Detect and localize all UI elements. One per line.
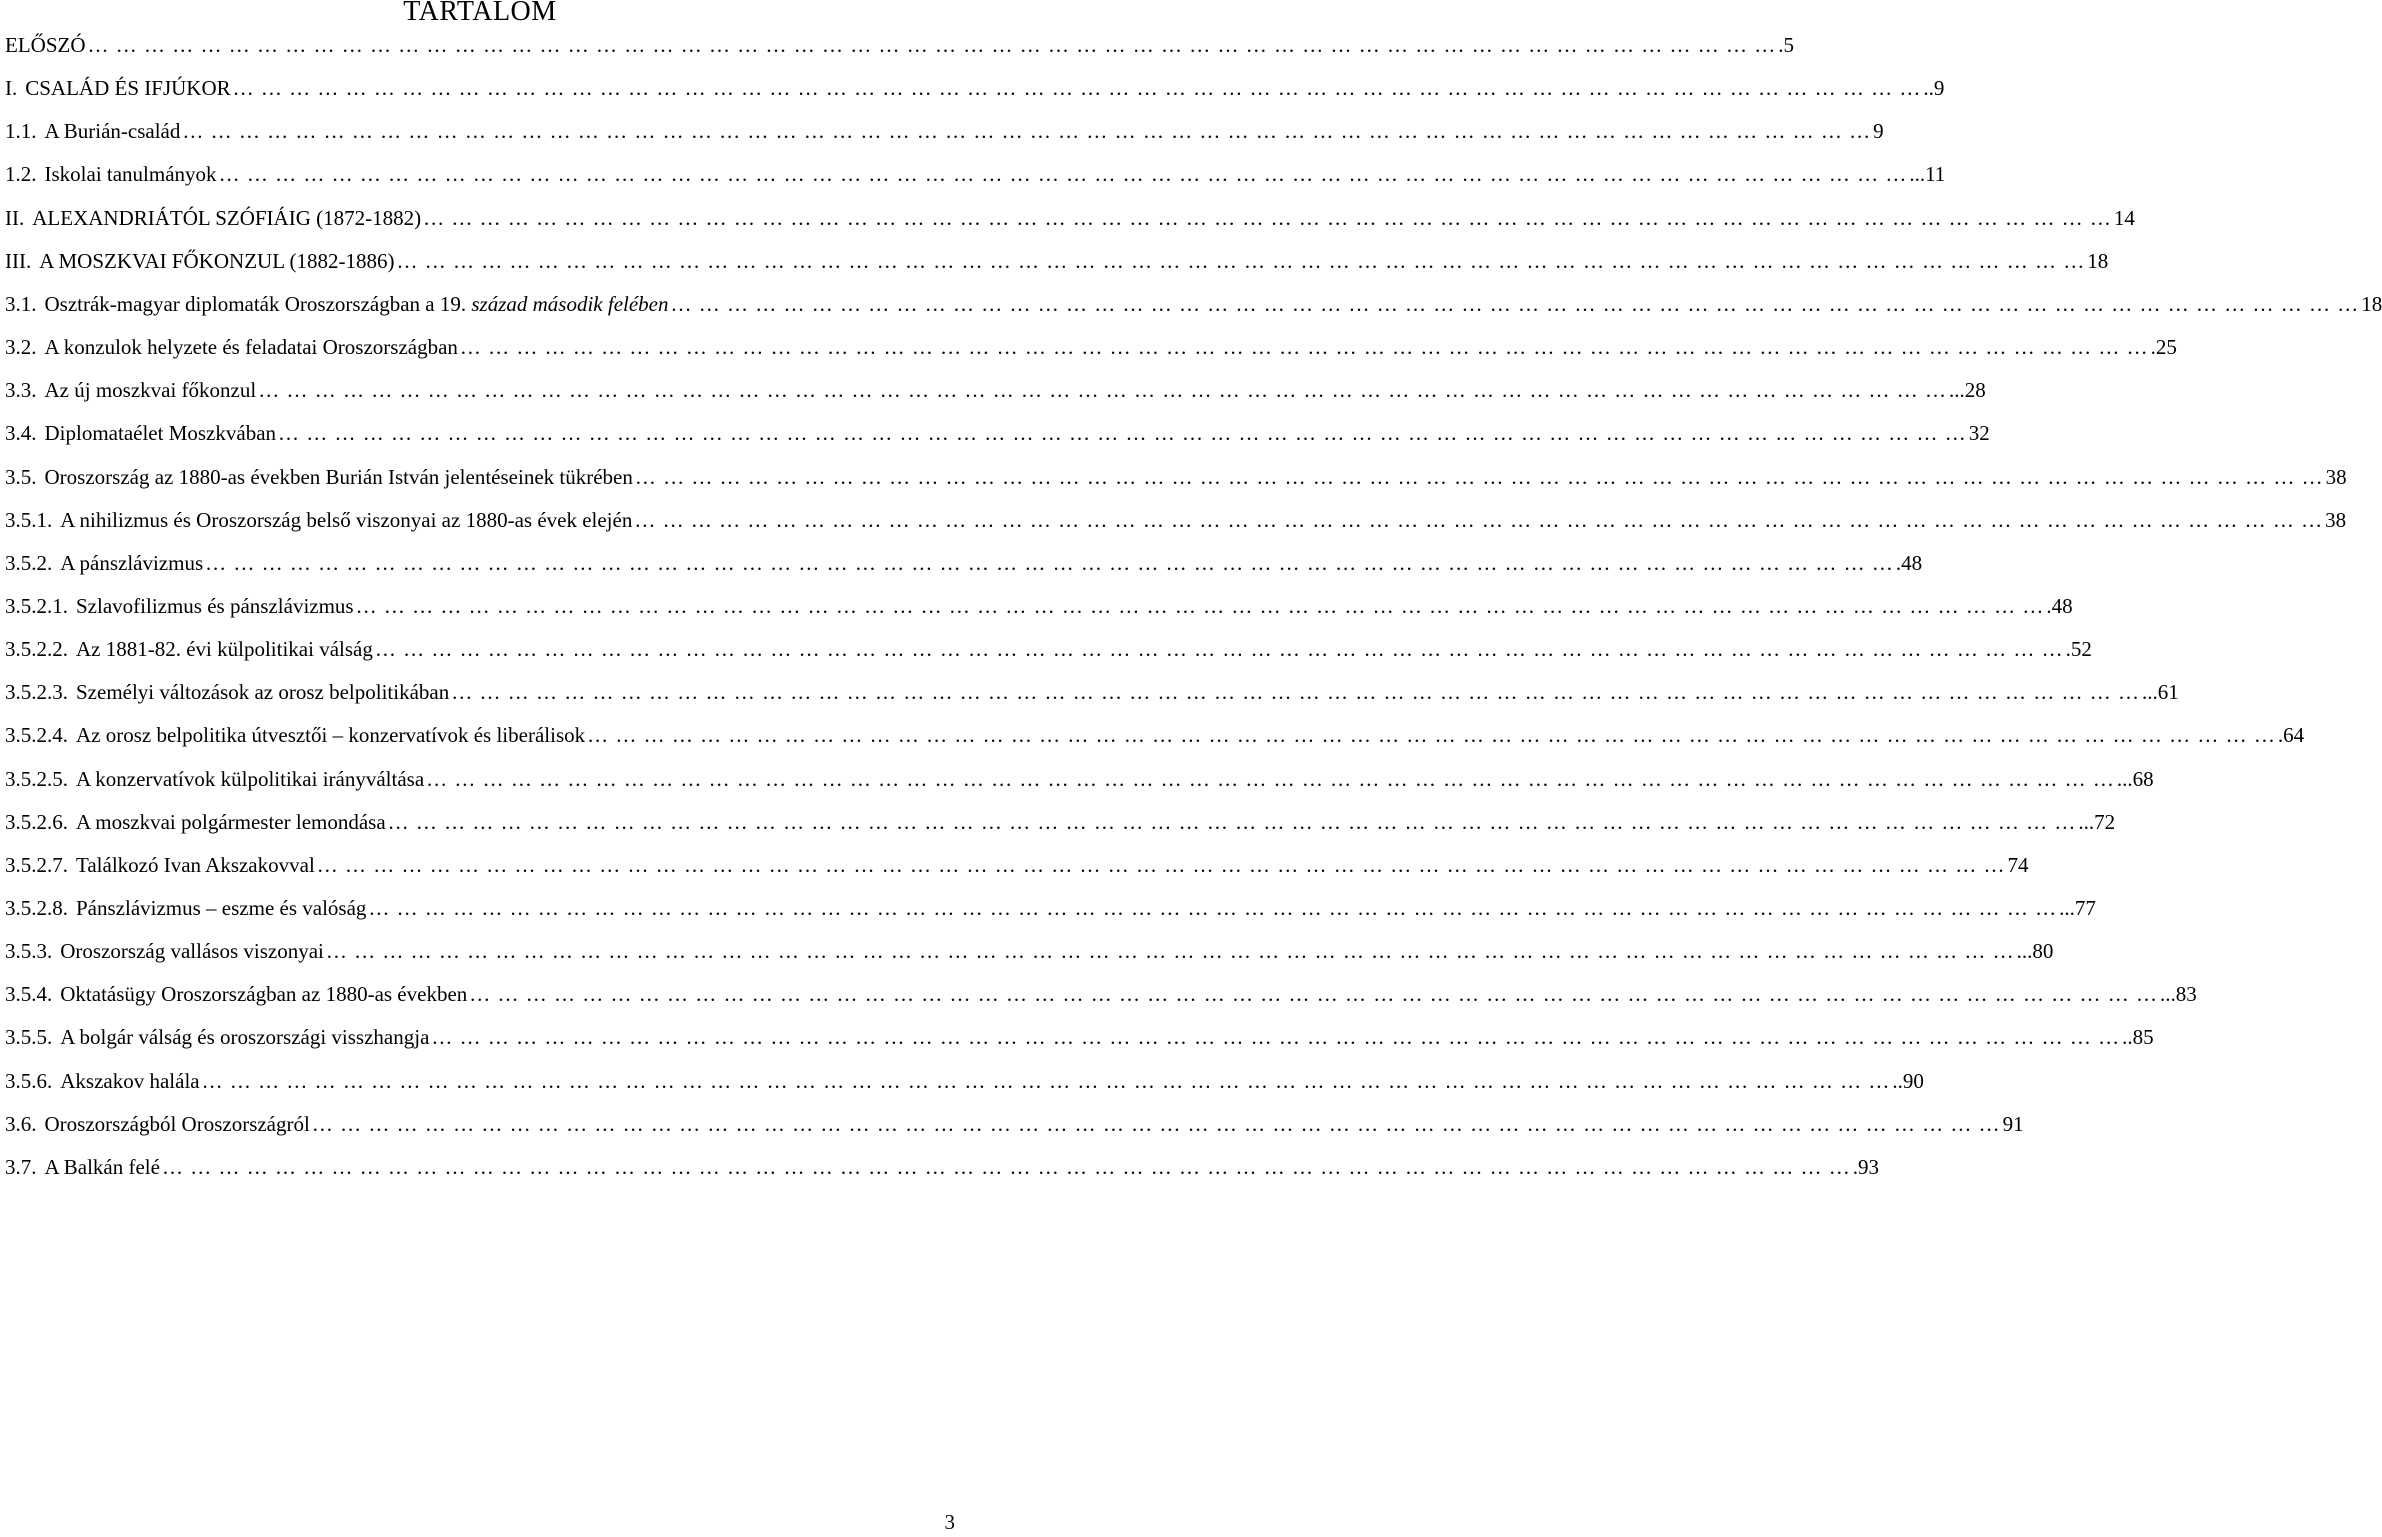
toc-entry[interactable] — [5, 716, 2305, 748]
toc-entry-title: Pánszlávizmus – eszme és valóság — [76, 896, 367, 920]
toc-entry[interactable] — [5, 932, 2054, 964]
toc-entry-page: .48 — [1895, 550, 1923, 575]
toc-entry-number: 3.5.2.3. — [5, 680, 68, 705]
toc-entry-page: 9 — [1873, 119, 1884, 144]
toc-dot-leader — [202, 1068, 1891, 1094]
toc-dot-leader — [317, 852, 2006, 878]
toc-entry-title: Az orosz belpolitika útvesztői – konzervatívok és liberálisok — [76, 723, 586, 748]
toc-entry[interactable] — [5, 155, 1946, 187]
toc-entry-number: 3.5.2. — [5, 550, 53, 575]
toc-entry[interactable] — [5, 803, 2116, 835]
toc-entry[interactable] — [5, 501, 2347, 533]
toc-entry-title: Az 1881-82. évi külpolitikai válság — [76, 637, 373, 662]
toc-entry[interactable] — [5, 673, 2179, 705]
toc-entry-number: I. — [5, 76, 18, 101]
toc-dot-leader — [258, 377, 1947, 403]
toc-dot-leader — [356, 593, 2045, 619]
toc-entry[interactable] — [5, 242, 2109, 274]
toc-entry[interactable] — [5, 69, 1945, 101]
toc-entry-number: 3.2. — [5, 335, 37, 360]
toc-entry-title: Oroszország az 1880-as években Burián István jelentéseinek tükrében — [44, 464, 633, 489]
toc-entry[interactable] — [5, 1062, 1924, 1094]
toc-dot-leader — [368, 895, 2057, 921]
toc-entry[interactable] — [5, 889, 2096, 921]
toc-entry-number: 3.5.2.5. — [5, 766, 68, 791]
toc-entry-title: A MOSZKVAI FŐKONZUL (1882-1886) — [39, 248, 395, 273]
toc-dot-leader — [312, 1111, 2001, 1137]
toc-entry-title: ALEXANDRIÁTÓL SZÓFIÁIG (1872-1882) — [32, 205, 422, 230]
toc-entry-number: 3.5.5. — [5, 1025, 53, 1050]
toc-entry[interactable] — [5, 1018, 2154, 1050]
toc-entry-page: ..9 — [1923, 76, 1945, 101]
toc-dot-leader — [205, 550, 1894, 576]
toc-entry-title-italic: század második felében — [471, 291, 669, 316]
toc-dot-leader — [451, 679, 2140, 705]
toc-entry-title: A moszkvai polgármester lemondása — [76, 809, 386, 834]
toc-entry-page: ..85 — [2122, 1025, 2154, 1050]
toc-entry-page: 91 — [2002, 1111, 2024, 1136]
toc-entry[interactable] — [5, 1148, 1879, 1180]
toc-entry[interactable] — [5, 630, 2092, 662]
toc-entry-number: 3.5.1. — [5, 507, 53, 532]
toc-dot-leader — [162, 1154, 1851, 1180]
toc-entry-page: ...77 — [2059, 896, 2096, 920]
toc-entry-number: 3.3. — [5, 378, 37, 403]
toc-entry-number: 3.5.6. — [5, 1068, 53, 1093]
toc-entry-number: 3.5.2.2. — [5, 637, 68, 662]
toc-entry[interactable] — [5, 1105, 2024, 1137]
toc-entry-number: 1.1. — [5, 119, 37, 144]
toc-entry-number: 3.5.2.6. — [5, 809, 68, 834]
toc-entry-title: Az új moszkvai főkonzul — [44, 378, 257, 403]
toc-dot-leader — [635, 464, 2324, 490]
toc-entry-title: Diplomataélet Moszkvában — [44, 421, 277, 446]
toc-entry-title: Személyi változások az orosz belpolitikában — [76, 680, 450, 705]
toc-entry-title: Oroszországból Oroszországról — [44, 1111, 310, 1136]
toc-entry-page: ...68 — [2116, 766, 2154, 791]
toc-entry-number: 3.5.2.1. — [5, 593, 68, 618]
toc-entry-title: A pánszlávizmus — [60, 550, 204, 575]
toc-entry-page: ...61 — [2141, 680, 2179, 705]
toc-entry-number: 3.7. — [5, 1154, 37, 1179]
toc-entry[interactable] — [5, 112, 1884, 144]
toc-entry-title: ELŐSZÓ — [5, 33, 86, 57]
toc-dot-leader — [233, 75, 1922, 101]
toc-entry[interactable] — [5, 760, 2154, 792]
toc-entry-page: 38 — [2325, 507, 2347, 532]
toc-entry-title: A bolgár válság és oroszországi visszhangja — [60, 1025, 430, 1050]
toc-entry-title — [45, 291, 669, 317]
toc-entry-page: ...28 — [1948, 378, 1986, 403]
toc-dot-leader — [278, 420, 1967, 446]
toc-entry-number: 3.1. — [5, 291, 37, 316]
toc-entry-title: A nihilizmus és Oroszország belső viszonyai az 1880-as évek elején — [60, 507, 633, 532]
toc-entry-number: 3.5. — [5, 464, 37, 489]
toc-entry-number: 3.4. — [5, 421, 37, 446]
toc-entry-title: A Burián-család — [44, 119, 181, 144]
toc-dot-leader — [219, 161, 1908, 187]
page-number: 3 — [944, 1510, 955, 1534]
toc-dot-leader — [634, 507, 2323, 533]
toc-dot-leader — [587, 722, 2276, 748]
toc-entry[interactable] — [5, 26, 1794, 58]
toc-entry-title: Iskolai tanulmányok — [44, 162, 217, 187]
toc-entry-page: 32 — [1968, 421, 1990, 446]
toc-entry-title: Oktatásügy Oroszországban az 1880-as években — [60, 982, 468, 1007]
toc-entry[interactable] — [5, 544, 1923, 576]
toc-entry-page: .48 — [2046, 593, 2073, 618]
toc-entry-title: Szlavofilizmus és pánszlávizmus — [76, 593, 354, 618]
toc-entry-number: II. — [5, 205, 25, 230]
toc-entry[interactable] — [5, 199, 2135, 231]
toc-entry-page: .64 — [2277, 723, 2305, 748]
toc-entry-number: 1.2. — [5, 162, 37, 187]
toc-entry-page: 14 — [2113, 205, 2135, 230]
toc-dot-leader — [396, 248, 2085, 274]
toc-entry-number: 3.5.2.4. — [5, 723, 68, 748]
toc-entry[interactable] — [5, 328, 2177, 360]
toc-dot-leader — [326, 938, 2015, 964]
toc-entry-number: 3.5.3. — [5, 939, 53, 964]
toc-entry-page: 74 — [2007, 852, 2029, 877]
toc-entry-title: Oroszország vallásos viszonyai — [60, 939, 324, 964]
toc-entry[interactable] — [5, 846, 2029, 878]
toc-dot-leader — [88, 32, 1777, 58]
toc-dot-leader — [375, 636, 2064, 662]
toc-dot-leader — [426, 766, 2115, 792]
toc-entry[interactable] — [5, 371, 1986, 403]
toc-entry-number: 3.5.4. — [5, 982, 53, 1007]
toc-dot-leader — [431, 1024, 2120, 1050]
toc-dot-leader — [423, 205, 2112, 231]
toc-entry-page: 38 — [2325, 464, 2347, 489]
toc-entry-title: A konzulok helyzete és feladatai Oroszországban — [44, 335, 458, 360]
toc-entry[interactable] — [5, 458, 2347, 490]
page-title: TARTALOM — [403, 0, 557, 27]
toc-entry-page: 18 — [2087, 248, 2109, 273]
toc-entry-number: III. — [5, 248, 32, 273]
toc-entry[interactable] — [5, 285, 2382, 317]
toc-entry-page: .5 — [1778, 33, 1794, 57]
toc-entry[interactable] — [5, 414, 1990, 446]
toc-entry-title: CSALÁD ÉS IFJÚKOR — [25, 76, 231, 101]
toc-dot-leader — [388, 809, 2077, 835]
toc-entry-page: .52 — [2065, 637, 2092, 662]
toc-entry-number: 3.6. — [5, 1111, 37, 1136]
toc-entry[interactable] — [5, 587, 2073, 619]
toc-entry-title: A konzervatívok külpolitikai irányváltása — [76, 766, 425, 791]
toc-dot-leader — [460, 334, 2149, 360]
toc-entry-page: ...72 — [2078, 809, 2116, 834]
toc-dot-leader — [671, 291, 2360, 317]
toc-entry-page: .93 — [1852, 1154, 1879, 1179]
toc-entry-page: ...83 — [2160, 982, 2197, 1007]
toc-entry-title-plain: Osztrák-magyar diplomaták Oroszországban a 19. — [44, 291, 472, 316]
toc-entry-number: 3.5.2.8. — [5, 896, 68, 920]
toc-entry[interactable] — [5, 975, 2197, 1007]
toc-entry-page: ...80 — [2016, 939, 2054, 964]
toc-entry-title: Találkozó Ivan Akszakovval — [76, 852, 315, 877]
toc-entry-page: 18 — [2361, 291, 2382, 316]
toc-entry-page: .25 — [2150, 335, 2177, 360]
toc-entry-title: A Balkán felé — [44, 1154, 160, 1179]
toc-dot-leader — [182, 118, 1871, 144]
toc-entry-number: 3.5.2.7. — [5, 852, 68, 877]
toc-entry-page: ..90 — [1892, 1068, 1924, 1093]
toc-entry-title: Akszakov halála — [60, 1068, 200, 1093]
toc-entry-page: ...11 — [1909, 162, 1946, 187]
toc-dot-leader — [469, 981, 2158, 1007]
